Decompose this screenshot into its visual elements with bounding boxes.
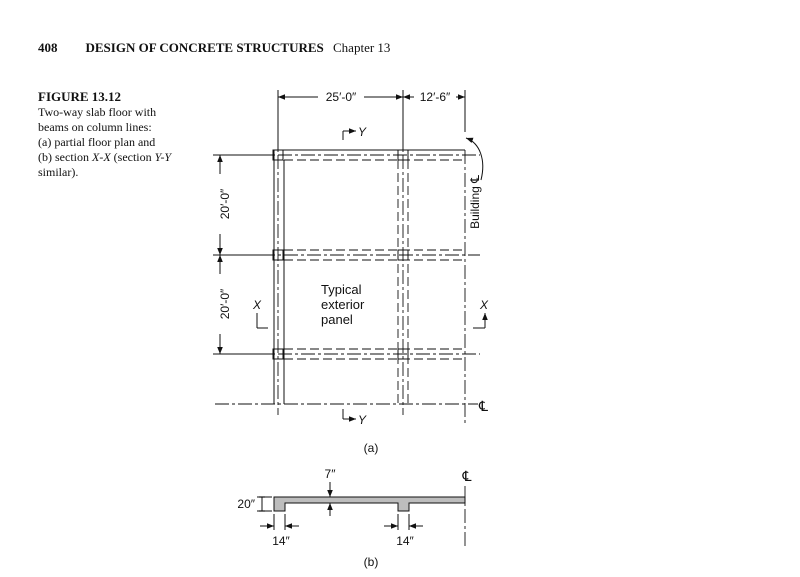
section-label-x-left: X	[253, 298, 262, 312]
slab-thickness-label: 7″	[324, 467, 336, 481]
beam-depth-dimension	[257, 497, 272, 511]
dimension-bay-1: 20′-0″	[218, 188, 232, 220]
section-mark-y-top	[343, 131, 356, 140]
caption-italic: X-X	[92, 150, 111, 164]
caption-part-tag: (a)	[38, 135, 52, 149]
panel-label-line: panel	[321, 312, 353, 327]
part-label-a: (a)	[363, 441, 379, 455]
section-mark-y-bottom	[343, 409, 356, 419]
dimension-span-2: 12′-6″	[419, 90, 451, 104]
caption-text: (section	[110, 150, 155, 164]
caption-part-tag: (b)	[38, 150, 52, 164]
book-title: DESIGN OF CONCRETE STRUCTURES	[85, 40, 324, 55]
caption-line: beams on column lines:	[38, 120, 152, 134]
left-dimension	[213, 155, 272, 354]
column-centerlines-vertical	[278, 132, 403, 415]
centerline-symbol-plan: ℄	[479, 398, 488, 414]
section-label-y-top: Y	[358, 125, 367, 139]
caption-line: similar).	[38, 165, 79, 179]
caption-text: partial floor plan and	[51, 135, 156, 149]
beam-width-label-left: 14″	[272, 534, 290, 548]
hidden-beam-lines	[284, 160, 465, 404]
beam-edges	[274, 150, 465, 404]
panel-label-line: exterior	[321, 297, 365, 312]
beam-width-dimension-right	[384, 514, 423, 530]
caption-line: Two-way slab floor with	[38, 105, 157, 119]
page-number: 408	[38, 40, 58, 55]
building-centerline-label: Building ℄	[468, 175, 482, 229]
beam-width-dimension-left	[260, 514, 299, 530]
part-label-b: (b)	[363, 555, 379, 569]
dimension-bay-2: 20′-0″	[218, 288, 232, 320]
caption-italic: Y-Y	[154, 150, 172, 164]
section-mark-x-right	[473, 313, 485, 328]
panel-label-line: Typical	[321, 282, 362, 297]
section-label-x-right: X	[480, 298, 489, 312]
building-centerline-leader	[466, 138, 483, 180]
beam-width-label-right: 14″	[396, 534, 414, 548]
chapter-label: Chapter 13	[333, 40, 391, 55]
section-label-y-bottom: Y	[358, 413, 367, 427]
dimension-span-1: 25′-0″	[325, 90, 357, 104]
centerline-symbol-section: ℄	[462, 468, 472, 484]
caption-text: section	[52, 150, 92, 164]
floor-plan	[213, 90, 485, 425]
figure-label: FIGURE 13.12	[38, 89, 122, 104]
beam-depth-label: 20″	[237, 497, 255, 511]
section-mark-x-left	[257, 313, 268, 328]
column-centerlines-horizontal	[215, 155, 480, 404]
slab-and-beams	[274, 497, 465, 511]
columns	[273, 150, 408, 359]
